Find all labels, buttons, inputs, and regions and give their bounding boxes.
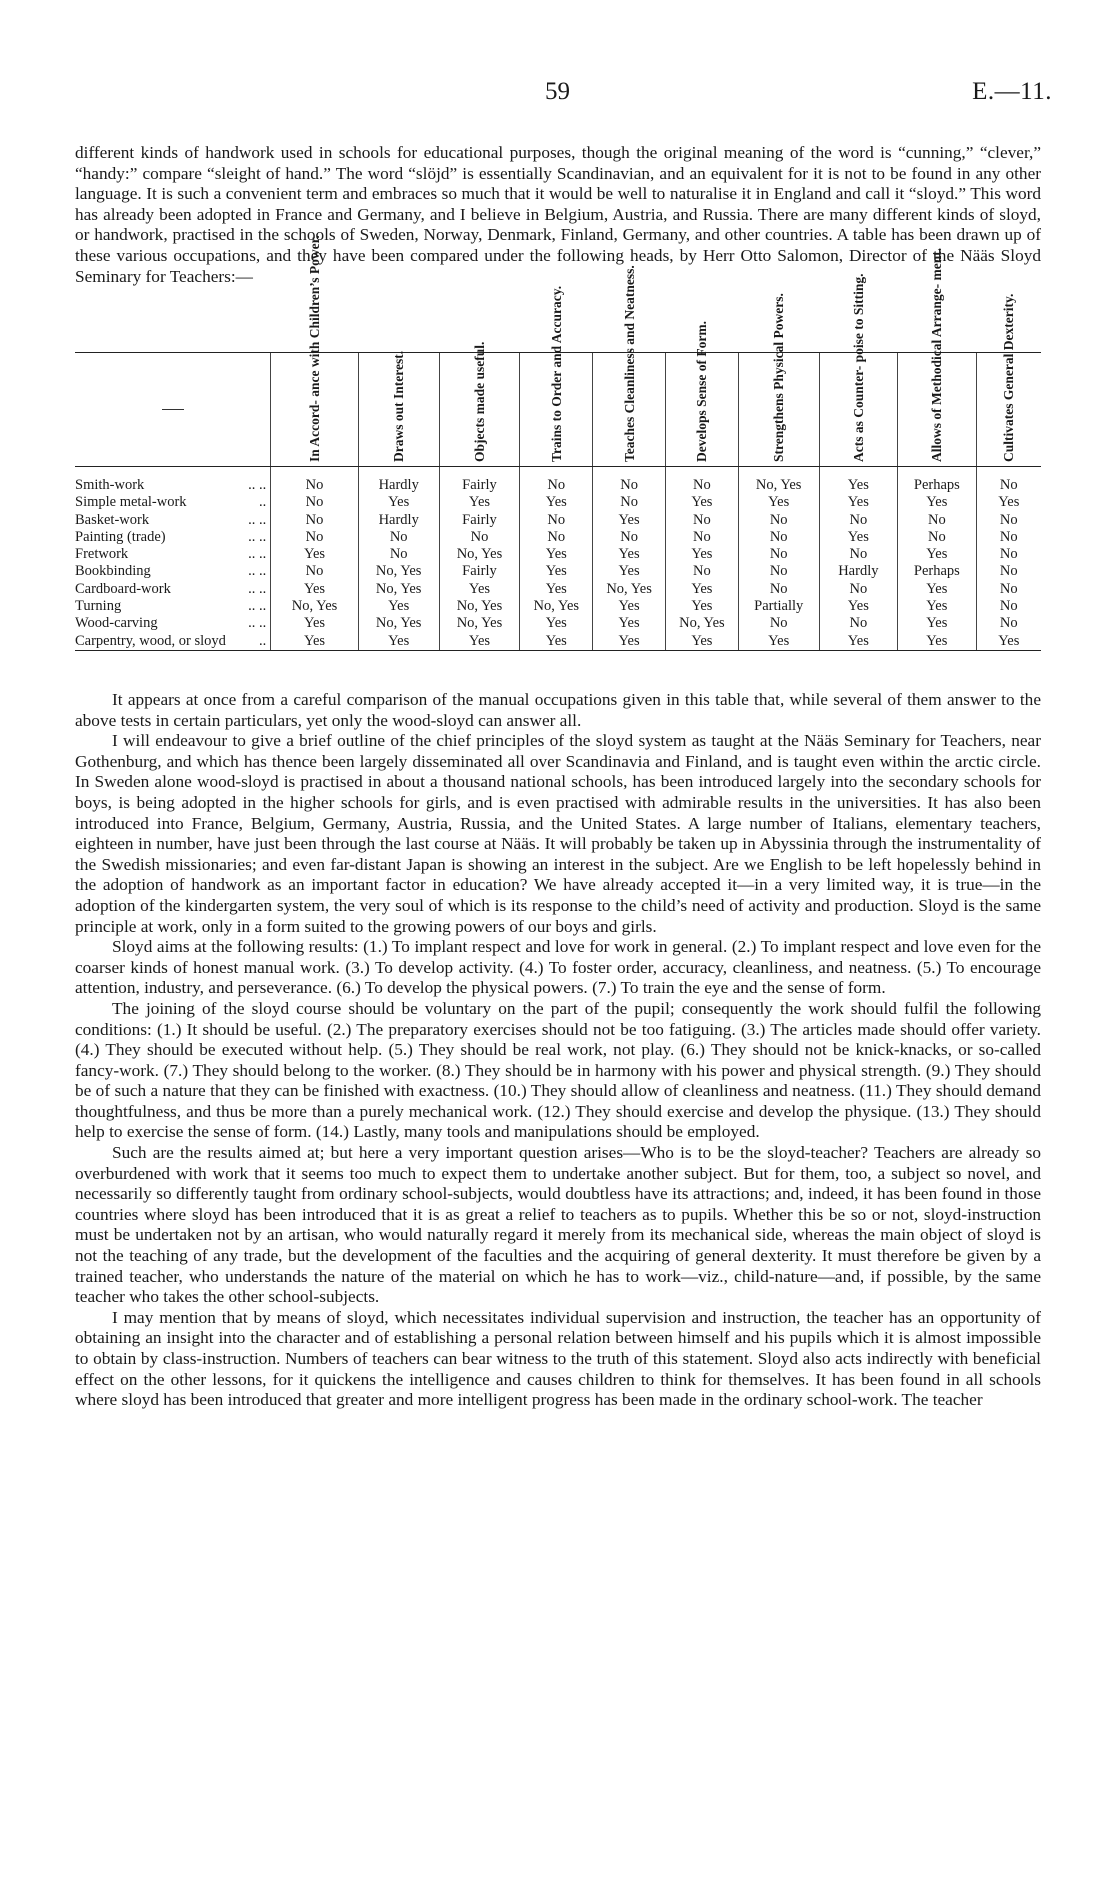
leader-dots: .. ..: [248, 615, 267, 632]
table-cell: Yes: [520, 546, 593, 563]
table-cell: No: [666, 563, 739, 580]
table-cell: Yes: [593, 615, 666, 632]
table-cell: No: [976, 529, 1041, 546]
row-label: [75, 467, 271, 495]
table-cell: Yes: [439, 633, 520, 651]
table-cell: Yes: [520, 563, 593, 580]
table-cell: Yes: [593, 633, 666, 651]
row-label: [75, 512, 271, 529]
table-cell: Fairly: [439, 467, 520, 495]
table-cell: Yes: [271, 581, 359, 598]
leader-dots: ..: [258, 632, 267, 649]
paragraph: I will endeavour to give a brief outline of the chief principles of the sloyd system as taught at the Nääs Seminary for Teachers, near Gothenburg, and which has thence been largely disseminated all over Scandinavia and Finland, and is taught even within the arctic circle. In Sweden alone wood-sloyd is practised in about a thousand national schools, has been introduced largely into the secondary schools for boys, is being adopted in the higher schools for girls, and is even practised with admirable results in the universities. It has also been introduced into France, Belgium, Germany, Austria, Russia, and the United States. A large number of Italians, elementary teachers, eighteen in number, have just been through the last course at Nääs. It will probably be taken up in Abyssinia through the instrumentality of the Swedish missionaries; and even far-distant Japan is showing an interest in the subject. Are we English to be left hopelessly behind in the adoption of handwork as an important factor in education? We have already accepted it—in a very limited way, it is true—in the adoption of the kindergarten system, the very soul of which is its response to the child’s need of activity and production. Sloyd is the same principle at work, only in a form suited to the growing powers of our boys and girls.: [75, 731, 1041, 936]
table-cell: No: [666, 529, 739, 546]
row-label-text: Painting (trade): [75, 528, 166, 545]
row-label-text: Smith-work: [75, 477, 145, 493]
table-cell: Yes: [898, 581, 977, 598]
table-cell: No: [738, 581, 819, 598]
table-cell: No, Yes: [738, 467, 819, 495]
table-cell: No: [520, 467, 593, 495]
column-header: [819, 273, 898, 467]
row-label: [75, 598, 271, 615]
table-cell: Yes: [358, 633, 439, 651]
table-cell: Hardly: [819, 563, 898, 580]
header-dash: [162, 409, 184, 410]
table-cell: No, Yes: [358, 615, 439, 632]
table-cell: No, Yes: [358, 581, 439, 598]
column-header-text: Teaches Cleanliness and Neatness.: [621, 264, 637, 462]
table-cell: No: [271, 494, 359, 511]
column-header: [439, 341, 520, 467]
column-header: [520, 285, 593, 467]
table-row: [75, 633, 1041, 651]
row-header-cell: [75, 353, 271, 467]
column-header-text: Acts as Counter- poise to Sitting.: [850, 273, 866, 462]
leader-dots: .. ..: [248, 563, 267, 580]
table-cell: Yes: [271, 633, 359, 651]
table-cell: No: [738, 615, 819, 632]
row-label-text: Fretwork: [75, 546, 129, 563]
table-cell: No: [976, 546, 1041, 563]
row-label: [75, 529, 271, 546]
table-cell: Yes: [738, 494, 819, 511]
table-cell: Yes: [819, 467, 898, 495]
table-cell: Yes: [898, 546, 977, 563]
comparison-table: [75, 234, 1041, 651]
paragraph: It appears at once from a careful comparison of the manual occupations given in this table that, while several of them answer to the above tests in certain particulars, yet only the wood-sloyd can answer all.: [75, 690, 1041, 730]
leader-dots: ..: [258, 494, 267, 511]
table-cell: No: [666, 467, 739, 495]
table-cell: No: [819, 615, 898, 632]
column-header: [593, 264, 666, 467]
column-header: [976, 293, 1041, 467]
table-row: [75, 598, 1041, 615]
table-cell: No: [271, 467, 359, 495]
column-header: [738, 292, 819, 467]
column-header-text: Allows of Methodical Arrange- ment.: [929, 247, 945, 462]
table-cell: Yes: [593, 512, 666, 529]
row-label-text: Wood-carving: [75, 615, 158, 632]
table-row: [75, 546, 1041, 563]
table-cell: Yes: [593, 598, 666, 615]
leader-dots: .. ..: [248, 477, 267, 493]
table-cell: No: [976, 512, 1041, 529]
table-cell: Yes: [898, 598, 977, 615]
table-cell: No: [358, 546, 439, 563]
sloyd-comparison-table: [75, 234, 1041, 651]
table-cell: Yes: [666, 546, 739, 563]
column-header-text: Draws out Interest.: [391, 350, 407, 462]
table-cell: No: [976, 615, 1041, 632]
table-cell: Yes: [976, 633, 1041, 651]
row-label-text: Turning: [75, 598, 122, 615]
table-cell: No: [271, 529, 359, 546]
table-cell: Yes: [520, 581, 593, 598]
table-cell: No: [819, 581, 898, 598]
body-text: [75, 690, 1041, 1411]
table-cell: Perhaps: [898, 467, 977, 495]
table-cell: Yes: [666, 633, 739, 651]
table-cell: No: [976, 563, 1041, 580]
table-cell: Yes: [976, 494, 1041, 511]
table-cell: No: [520, 512, 593, 529]
table-cell: Yes: [520, 615, 593, 632]
column-header-text: Develops Sense of Form.: [694, 320, 710, 462]
leader-dots: .. ..: [248, 511, 267, 528]
intro-paragraph: [75, 143, 1041, 287]
paragraph: Such are the results aimed at; but here a very important question arises—Who is to be the sloyd-teacher? Teachers are already so overburdened with work that it seems too much to expect them to undertake another subject. But for them, too, a subject so novel, and necessarily so differently taught from ordinary school-subjects, would doubtless have its attractions; and, indeed, it has been found in those countries where sloyd has been introduced that it is as great a relief to teachers as to pupils. Whether this be so or not, sloyd-instruction must be undertaken not by an artisan, who would naturally regard it merely from its mechanical side, whereas the main object of sloyd is not the teaching of any trade, but the development of the faculties and the acquiring of general dexterity. It must therefore be given by a trained teacher, who understands the nature of the material on which he has to work—viz., child-nature—and, if possible, by the same teacher who takes the other school-subjects.: [75, 1143, 1041, 1307]
table-cell: No: [593, 467, 666, 495]
table-cell: Yes: [520, 494, 593, 511]
row-label-text: Simple metal-work: [75, 494, 187, 511]
table-cell: No: [271, 563, 359, 580]
table-cell: Yes: [819, 633, 898, 651]
table-cell: Yes: [819, 494, 898, 511]
row-label: [75, 615, 271, 632]
table-cell: No: [358, 529, 439, 546]
row-label-text: Cardboard-work: [75, 580, 171, 597]
column-header-text: Trains to Order and Accuracy.: [548, 285, 564, 462]
table-cell: Yes: [666, 581, 739, 598]
table-body: [75, 467, 1041, 651]
paragraph: The joining of the sloyd course should be voluntary on the part of the pupil; consequently the work should fulfil the following conditions: (1.) It should be useful. (2.) The preparatory exercises should not be too fatiguing. (3.) The articles made should offer variety. (4.) They should be executed without help. (5.) They should be real work, not play. (6.) They should not be knick-knacks, or so-called fancy-work. (7.) They should belong to the worker. (8.) They should be in harmony with his power and physical strength. (9.) They should be of such a nature that they can be finished with exactness. (10.) They should allow of cleanliness and neatness. (11.) They should demand thoughtfulness, and thus be more than a purely mechanical work. (12.) They should exercise and develop the physique. (13.) They should help to exercise the sense of form. (14.) Lastly, many tools and manipulations should be employed.: [75, 998, 1041, 1142]
row-label-text: Carpentry, wood, or sloyd: [75, 632, 226, 649]
table-header-row: [75, 353, 1041, 467]
table-cell: No: [520, 529, 593, 546]
row-label: [75, 581, 271, 598]
table-row: [75, 494, 1041, 511]
table-row: [75, 563, 1041, 580]
table-cell: Yes: [666, 598, 739, 615]
table-cell: Yes: [898, 633, 977, 651]
table-row: [75, 581, 1041, 598]
paragraph: Sloyd aims at the following results: (1.) To implant respect and love for work in general. (2.) To implant respect and love even for the coarser kinds of honest manual work. (3.) To develop activity. (4.) To foster order, accuracy, cleanliness, and neatness. (5.) To encourage attention, industry, and perseverance. (6.) To develop the physical powers. (7.) To train the eye and the sense of form.: [75, 937, 1041, 998]
table-cell: No: [976, 467, 1041, 495]
table-cell: No, Yes: [439, 546, 520, 563]
table-cell: No: [898, 529, 977, 546]
table-cell: Hardly: [358, 467, 439, 495]
row-label: [75, 563, 271, 580]
leader-dots: .. ..: [248, 528, 267, 545]
row-label-text: Basket-work: [75, 511, 150, 528]
table-cell: No, Yes: [358, 563, 439, 580]
table-cell: No: [666, 512, 739, 529]
table-cell: No: [819, 512, 898, 529]
table-cell: Yes: [520, 633, 593, 651]
table-cell: No, Yes: [666, 615, 739, 632]
column-header-text: In Accord- ance with Children’s Power.: [307, 234, 322, 462]
intro-text: different kinds of handwork used in schools for educational purposes, though the original meaning of the word is “cunning,” “clever,” “handy:” compare “sleight of hand.” The word “slöjd” is essentially Scandinavian, and an equivalent for it is not to be found in any other language. It is such a convenient term and embraces so much that it would be well to naturalise it in England and call it “sloyd.” This word has already been adopted in France and Germany, and I believe in Belgium, Austria, and Russia. There are many different kinds of sloyd, or handwork, practised in the schools of Sweden, Norway, Denmark, Finland, Germany, and other countries. A table has been drawn up of these various occupations, and they have been compared under the following heads, by Herr Otto Salomon, Director of the Nääs Sloyd Seminary for Teachers:—: [75, 143, 1041, 286]
table-cell: Yes: [439, 581, 520, 598]
table-cell: Yes: [271, 615, 359, 632]
table-cell: Yes: [593, 563, 666, 580]
table-cell: Fairly: [439, 563, 520, 580]
table-cell: No, Yes: [439, 615, 520, 632]
table-cell: No: [271, 512, 359, 529]
table-cell: No: [593, 494, 666, 511]
table-cell: Yes: [819, 529, 898, 546]
column-header: [666, 320, 739, 467]
table-cell: Partially: [738, 598, 819, 615]
table-cell: Yes: [358, 598, 439, 615]
table-cell: Yes: [819, 598, 898, 615]
table-cell: No: [439, 529, 520, 546]
table-cell: No: [976, 598, 1041, 615]
table-row: [75, 529, 1041, 546]
row-label: [75, 494, 271, 511]
column-header: [271, 234, 359, 467]
leader-dots: .. ..: [248, 580, 267, 597]
column-header: [358, 350, 439, 467]
table-cell: No, Yes: [439, 598, 520, 615]
table-cell: Yes: [898, 615, 977, 632]
table-cell: Hardly: [358, 512, 439, 529]
column-header-text: Cultivates General Dexterity.: [1001, 293, 1017, 462]
row-label-text: Bookbinding: [75, 563, 151, 580]
table-cell: No: [593, 529, 666, 546]
column-header-text: Strengthens Physical Powers.: [771, 292, 787, 462]
column-header: [898, 247, 977, 467]
table-cell: Fairly: [439, 512, 520, 529]
row-label: [75, 546, 271, 563]
table-cell: Yes: [666, 494, 739, 511]
table-cell: Yes: [898, 494, 977, 511]
table-cell: No: [976, 581, 1041, 598]
table-row: [75, 512, 1041, 529]
table-cell: No, Yes: [271, 598, 359, 615]
table-cell: No, Yes: [520, 598, 593, 615]
leader-dots: .. ..: [248, 546, 267, 563]
table-cell: No: [898, 512, 977, 529]
table-cell: Perhaps: [898, 563, 977, 580]
table-cell: Yes: [358, 494, 439, 511]
table-row: [75, 615, 1041, 632]
column-header-text: Objects made useful.: [471, 341, 487, 462]
table-cell: Yes: [439, 494, 520, 511]
page-header: [0, 78, 1114, 118]
paragraph: I may mention that by means of sloyd, which necessitates individual supervision and instruction, the teacher has an opportunity of obtaining an insight into the character and of establishing a personal relation between himself and his pupils which it is almost impossible to obtain by class-instruction. Numbers of teachers can bear witness to the truth of this statement. Sloyd also acts indirectly with beneficial effect on the other lessons, for it quickens the intelligence and causes children to think for themselves. It has been found in all schools where sloyd has been introduced that greater and more intelligent progress has been made in the ordinary school-work. The teacher: [75, 1307, 1041, 1410]
table-cell: No: [819, 546, 898, 563]
table-cell: Yes: [593, 546, 666, 563]
table-cell: Yes: [738, 633, 819, 651]
table-cell: Yes: [271, 546, 359, 563]
document-reference: E.—11.: [972, 78, 1052, 105]
table-cell: No, Yes: [593, 581, 666, 598]
table-row: [75, 467, 1041, 495]
row-label: [75, 633, 271, 651]
leader-dots: .. ..: [248, 598, 267, 615]
table-cell: No: [738, 563, 819, 580]
table-cell: No: [738, 512, 819, 529]
table-cell: No: [738, 546, 819, 563]
table-cell: No: [738, 529, 819, 546]
page-number: 59: [545, 78, 570, 105]
